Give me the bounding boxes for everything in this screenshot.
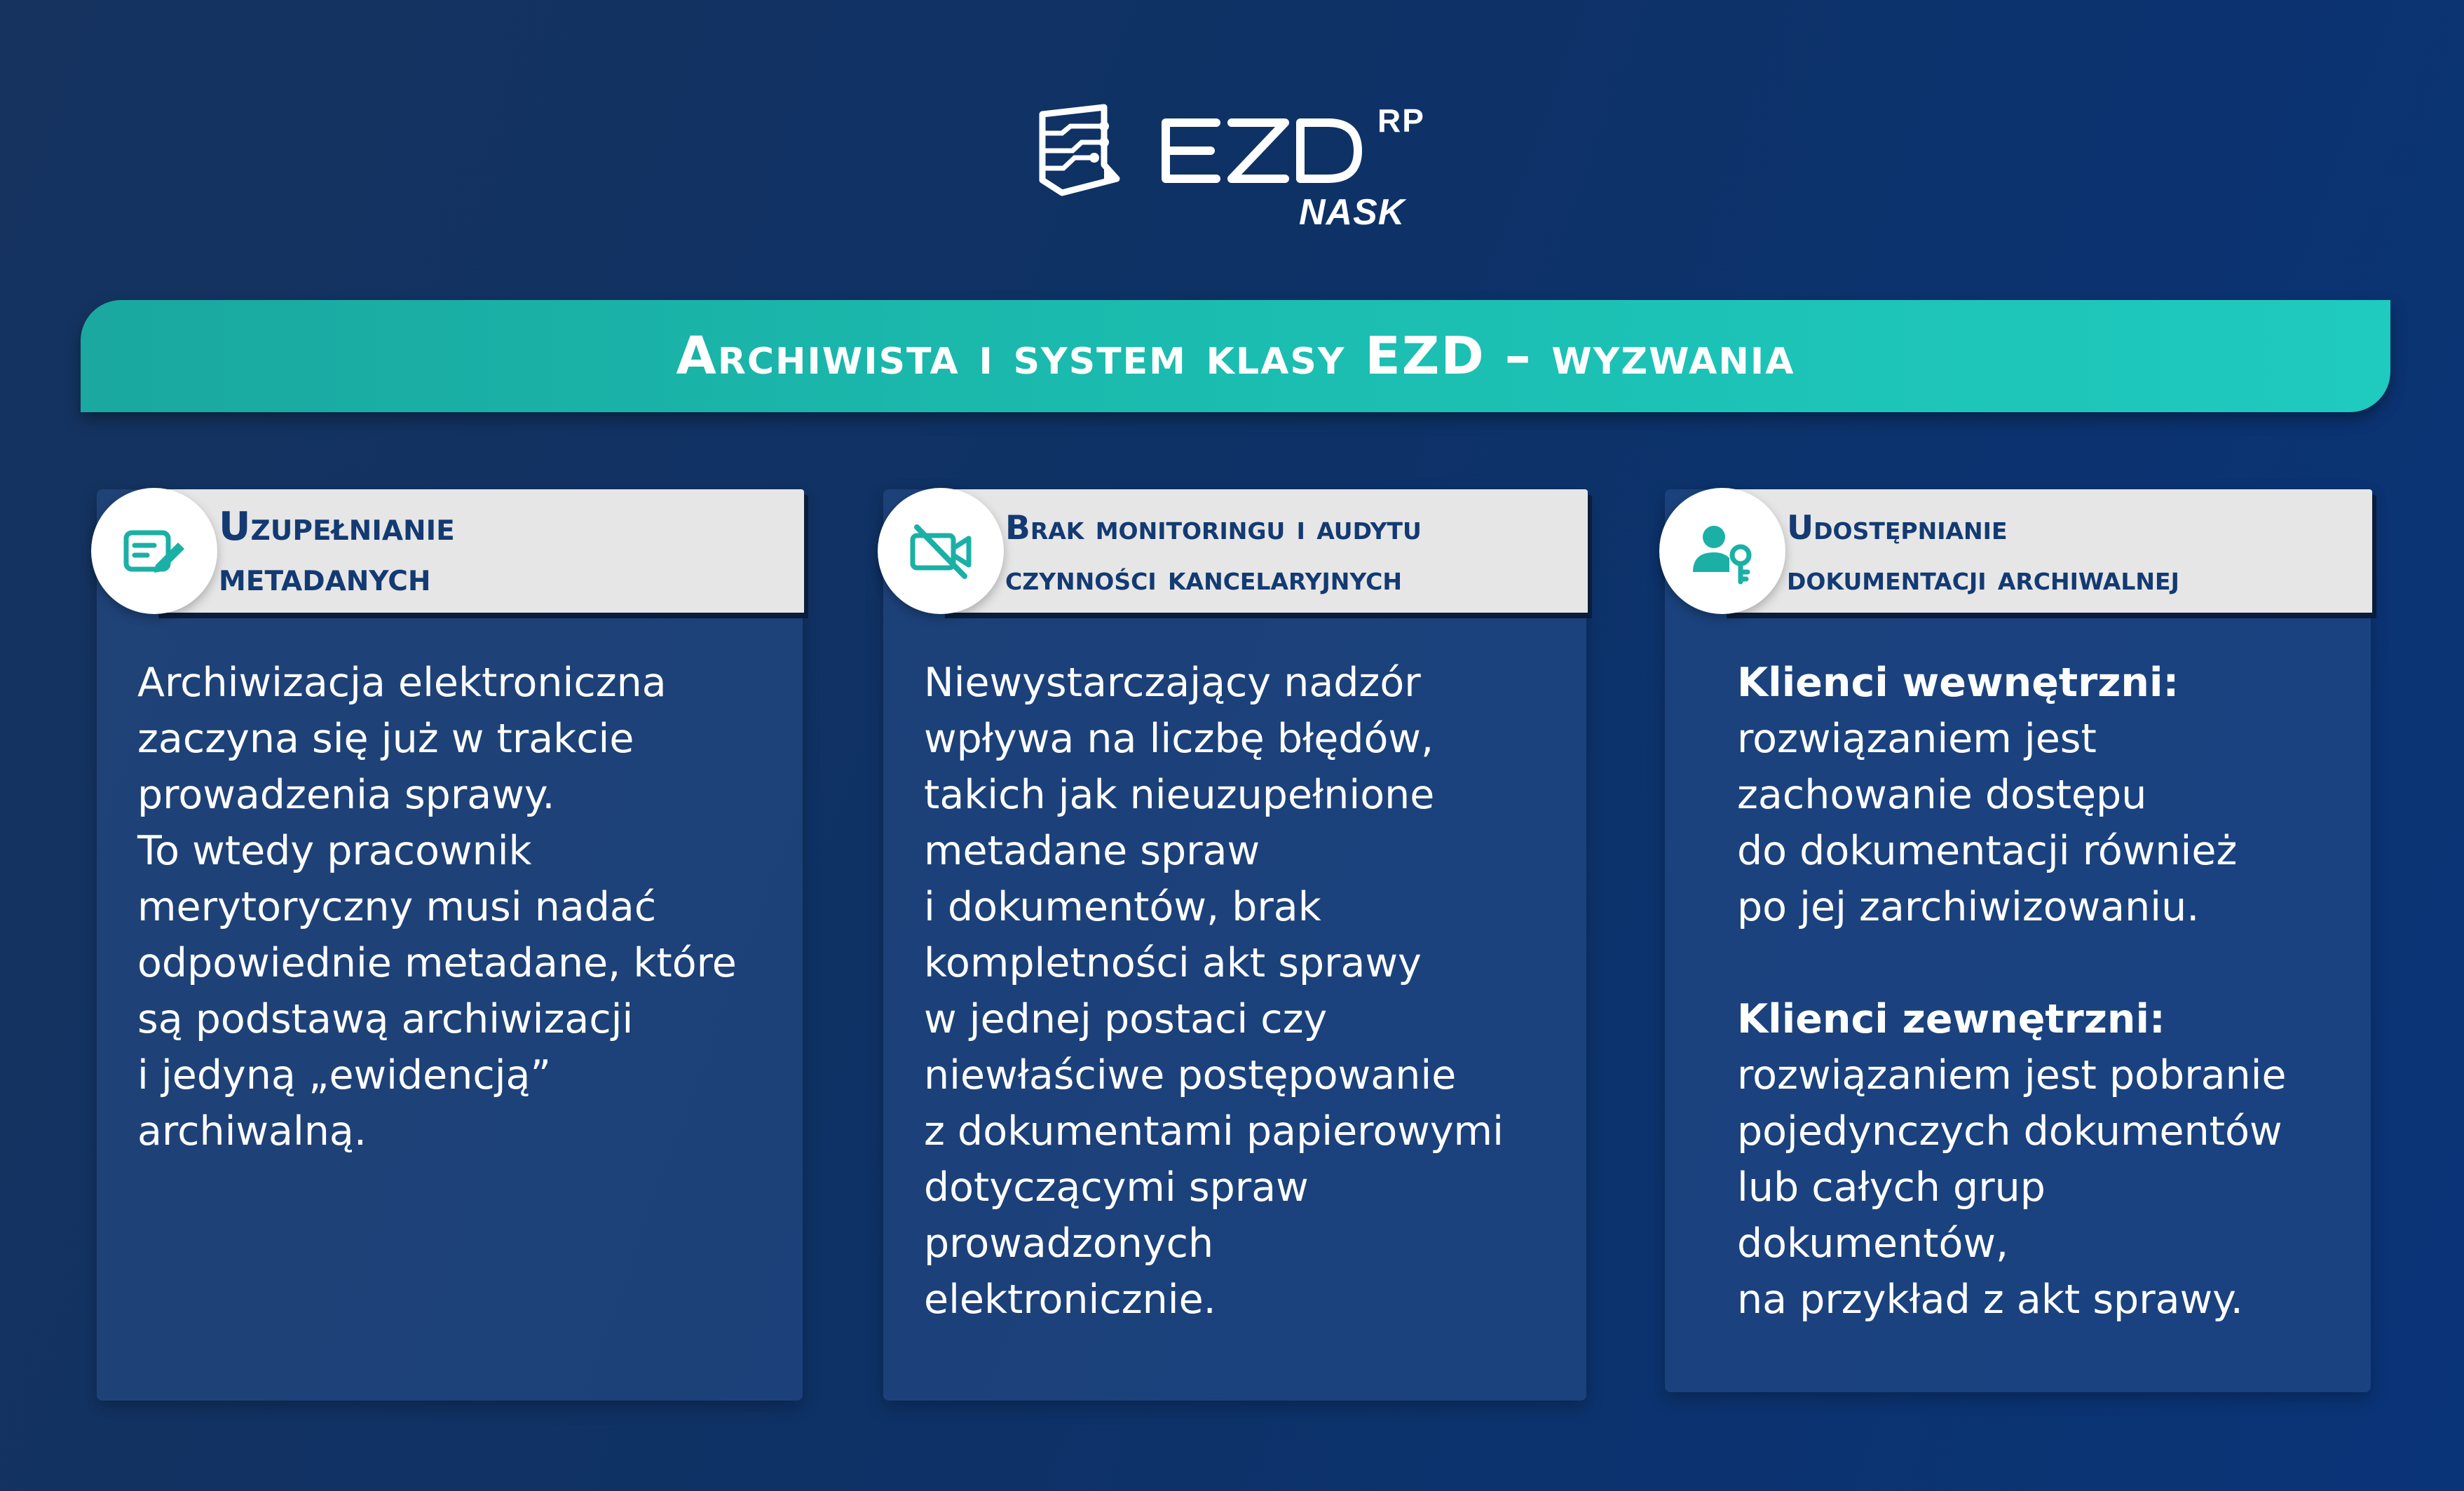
ezd-wordmark xyxy=(1160,116,1363,186)
user-key-icon xyxy=(1687,516,1757,586)
card-header xyxy=(1659,489,2372,613)
video-off-icon xyxy=(906,516,976,586)
external-clients-label: Klienci zewnętrzni: xyxy=(1737,996,2165,1042)
logo-superscript: RP xyxy=(1377,102,1425,139)
ezd-rp-logo xyxy=(1034,102,1441,235)
card-text: Niewystarczający nadzór wpływa na liczbę błędów, takich jak nieuzupełnione metadane spraw i dokumentów, brak kompletności akt sprawy w jednej postaci czy niewłaściwe postępowanie z dokumentami papierowymi dotyczącymi spraw prowadzonych elektronicznie. xyxy=(924,660,1504,1323)
card-header-bar xyxy=(1722,489,2372,613)
card-body xyxy=(924,655,1558,1328)
logo-org: NASK xyxy=(1299,192,1405,233)
card-title-line: Brak monitoringu i audytu xyxy=(1005,509,1422,547)
document-circuit-icon xyxy=(1034,102,1132,200)
card-monitoring xyxy=(883,489,1586,1401)
card-text: Archiwizacja elektroniczna zaczyna się już w trakcie prowadzenia sprawy. To wtedy pracownik merytoryczny musi nadać odpowiednie metadane, które są podstawą archiwizacji i jedyną „ewidencją” archiwalną. xyxy=(137,660,737,1155)
card-title xyxy=(1787,503,2365,604)
internal-clients-text: rozwiązaniem jest zachowanie dostępu do dokumentacji również po jej zarchiwizowaniu. xyxy=(1737,716,2238,930)
card-metadata xyxy=(97,489,803,1401)
external-clients-text: rozwiązaniem jest pobranie pojedynczych dokumentów lub całych grup dokumentów, na przykład z akt sprawy. xyxy=(1737,1052,2287,1323)
card-access xyxy=(1665,489,2371,1392)
card-icon-circle xyxy=(878,488,1004,614)
title-banner xyxy=(81,300,2390,412)
card-title-line: czynności kancelaryjnych xyxy=(1005,559,1402,598)
card-title xyxy=(1005,503,1581,604)
card-header-bar xyxy=(941,489,1588,613)
internal-clients-label: Klienci wewnętrzni: xyxy=(1737,660,2179,706)
card-title-line: dokumentacji archiwalnej xyxy=(1787,559,2179,598)
card-title-line: Udostępnianie xyxy=(1787,509,2008,547)
edit-document-icon xyxy=(119,516,189,586)
card-header xyxy=(878,489,1588,613)
card-body xyxy=(137,655,775,1159)
card-title-line: metadanych xyxy=(219,554,431,600)
card-title xyxy=(219,502,797,603)
card-header-bar xyxy=(154,489,804,613)
card-header xyxy=(91,489,804,613)
card-icon-circle xyxy=(1659,488,1785,614)
page-title: Archiwista i system klasy EZD – wyzwania xyxy=(676,326,1795,386)
card-body xyxy=(1737,655,2357,1328)
card-title-line: Uzupełnianie xyxy=(219,504,455,550)
card-icon-circle xyxy=(91,488,217,614)
